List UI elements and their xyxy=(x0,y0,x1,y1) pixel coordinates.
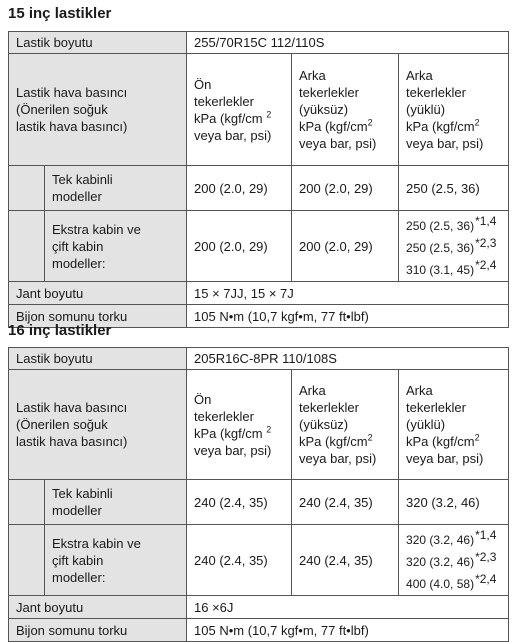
extra-cab-label: Ekstra kabin ve çift kabin modeller: xyxy=(45,525,187,596)
section-title-15in: 15 inç lastikler xyxy=(8,5,112,22)
extra-cab-rear-unloaded: 240 (2.4, 35) xyxy=(292,525,399,596)
pressure-label: Lastik hava basıncı (Önerilen soğuk lastik hava basıncı) xyxy=(9,54,187,166)
lug-nut-torque-label: Bijon somunu torku xyxy=(9,305,187,328)
extra-cab-front: 200 (2.0, 29) xyxy=(187,211,292,282)
single-cab-rear-unloaded: 240 (2.4, 35) xyxy=(292,480,399,525)
lug-nut-torque-label: Bijon somunu torku xyxy=(9,619,187,642)
indent-cell xyxy=(9,211,45,282)
column-rear-loaded: Arka tekerlekler (yüklü) kPa ($kgf/cm^2$ veya bar, psi) xyxy=(399,54,509,166)
tire-size-label: Lastik boyutu xyxy=(9,348,187,370)
rim-size-value: 15 × 7JJ, 15 × 7J xyxy=(187,282,509,305)
tire-size-value: 255/70R15C 112/110S xyxy=(187,32,509,54)
column-front-wheels: Ön tekerlekler kPa (kgf/cm $^2$ veya bar, psi) xyxy=(187,370,292,480)
extra-cab-front: 240 (2.4, 35) xyxy=(187,525,292,596)
column-rear-unloaded: Arka tekerlekler (yüksüz) kPa ($kgf/cm^2$ veya bar, psi) xyxy=(292,54,399,166)
indent-cell xyxy=(9,166,45,211)
rim-size-label: Jant boyutu xyxy=(9,596,187,619)
single-cab-rear-loaded: 250 (2.5, 36) xyxy=(399,166,509,211)
extra-cab-label: Ekstra kabin ve çift kabin modeller: xyxy=(45,211,187,282)
pressure-label: Lastik hava basıncı (Önerilen soğuk lastik hava basıncı) xyxy=(9,370,187,480)
lug-nut-torque-value: 105 N•m (10,7 kgf•m, 77 ft•lbf) xyxy=(187,619,509,642)
column-rear-unloaded: Arka tekerlekler (yüksüz) kPa ($kgf/cm^2$ veya bar, psi) xyxy=(292,370,399,480)
lug-nut-torque-value: 105 N•m (10,7 kgf•m, 77 ft•lbf) xyxy=(187,305,509,328)
indent-cell xyxy=(9,525,45,596)
tire-size-value: 205R16C-8PR 110/108S xyxy=(187,348,509,370)
extra-cab-rear-loaded: 250 (2.5, 36)*1,4 250 (2.5, 36)*2,3 310 (3.1, 45)*2,4 xyxy=(399,211,509,282)
column-rear-loaded: Arka tekerlekler (yüklü) kPa ($kgf/cm^2$ veya bar, psi) xyxy=(399,370,509,480)
extra-cab-rear-loaded: 320 (3.2, 46)*1,4 320 (3.2, 46)*2,3 400 (4.0, 58)*2,4 xyxy=(399,525,509,596)
single-cab-front: 240 (2.4, 35) xyxy=(187,480,292,525)
indent-cell xyxy=(9,480,45,525)
tire-spec-table-15in xyxy=(8,31,509,328)
single-cab-label: Tek kabinli modeller xyxy=(45,480,187,525)
single-cab-rear-unloaded: 200 (2.0, 29) xyxy=(292,166,399,211)
single-cab-label: Tek kabinli modeller xyxy=(45,166,187,211)
extra-cab-rear-unloaded: 200 (2.0, 29) xyxy=(292,211,399,282)
section-title-16in: 16 inç lastikler xyxy=(8,322,112,339)
single-cab-rear-loaded: 320 (3.2, 46) xyxy=(399,480,509,525)
single-cab-front: 200 (2.0, 29) xyxy=(187,166,292,211)
rim-size-label: Jant boyutu xyxy=(9,282,187,305)
tire-spec-table-16in xyxy=(8,347,509,642)
column-front-wheels: Ön tekerlekler kPa (kgf/cm $^2$ veya bar, psi) xyxy=(187,54,292,166)
rim-size-value: 16 ×6J xyxy=(187,596,509,619)
tire-size-label: Lastik boyutu xyxy=(9,32,187,54)
